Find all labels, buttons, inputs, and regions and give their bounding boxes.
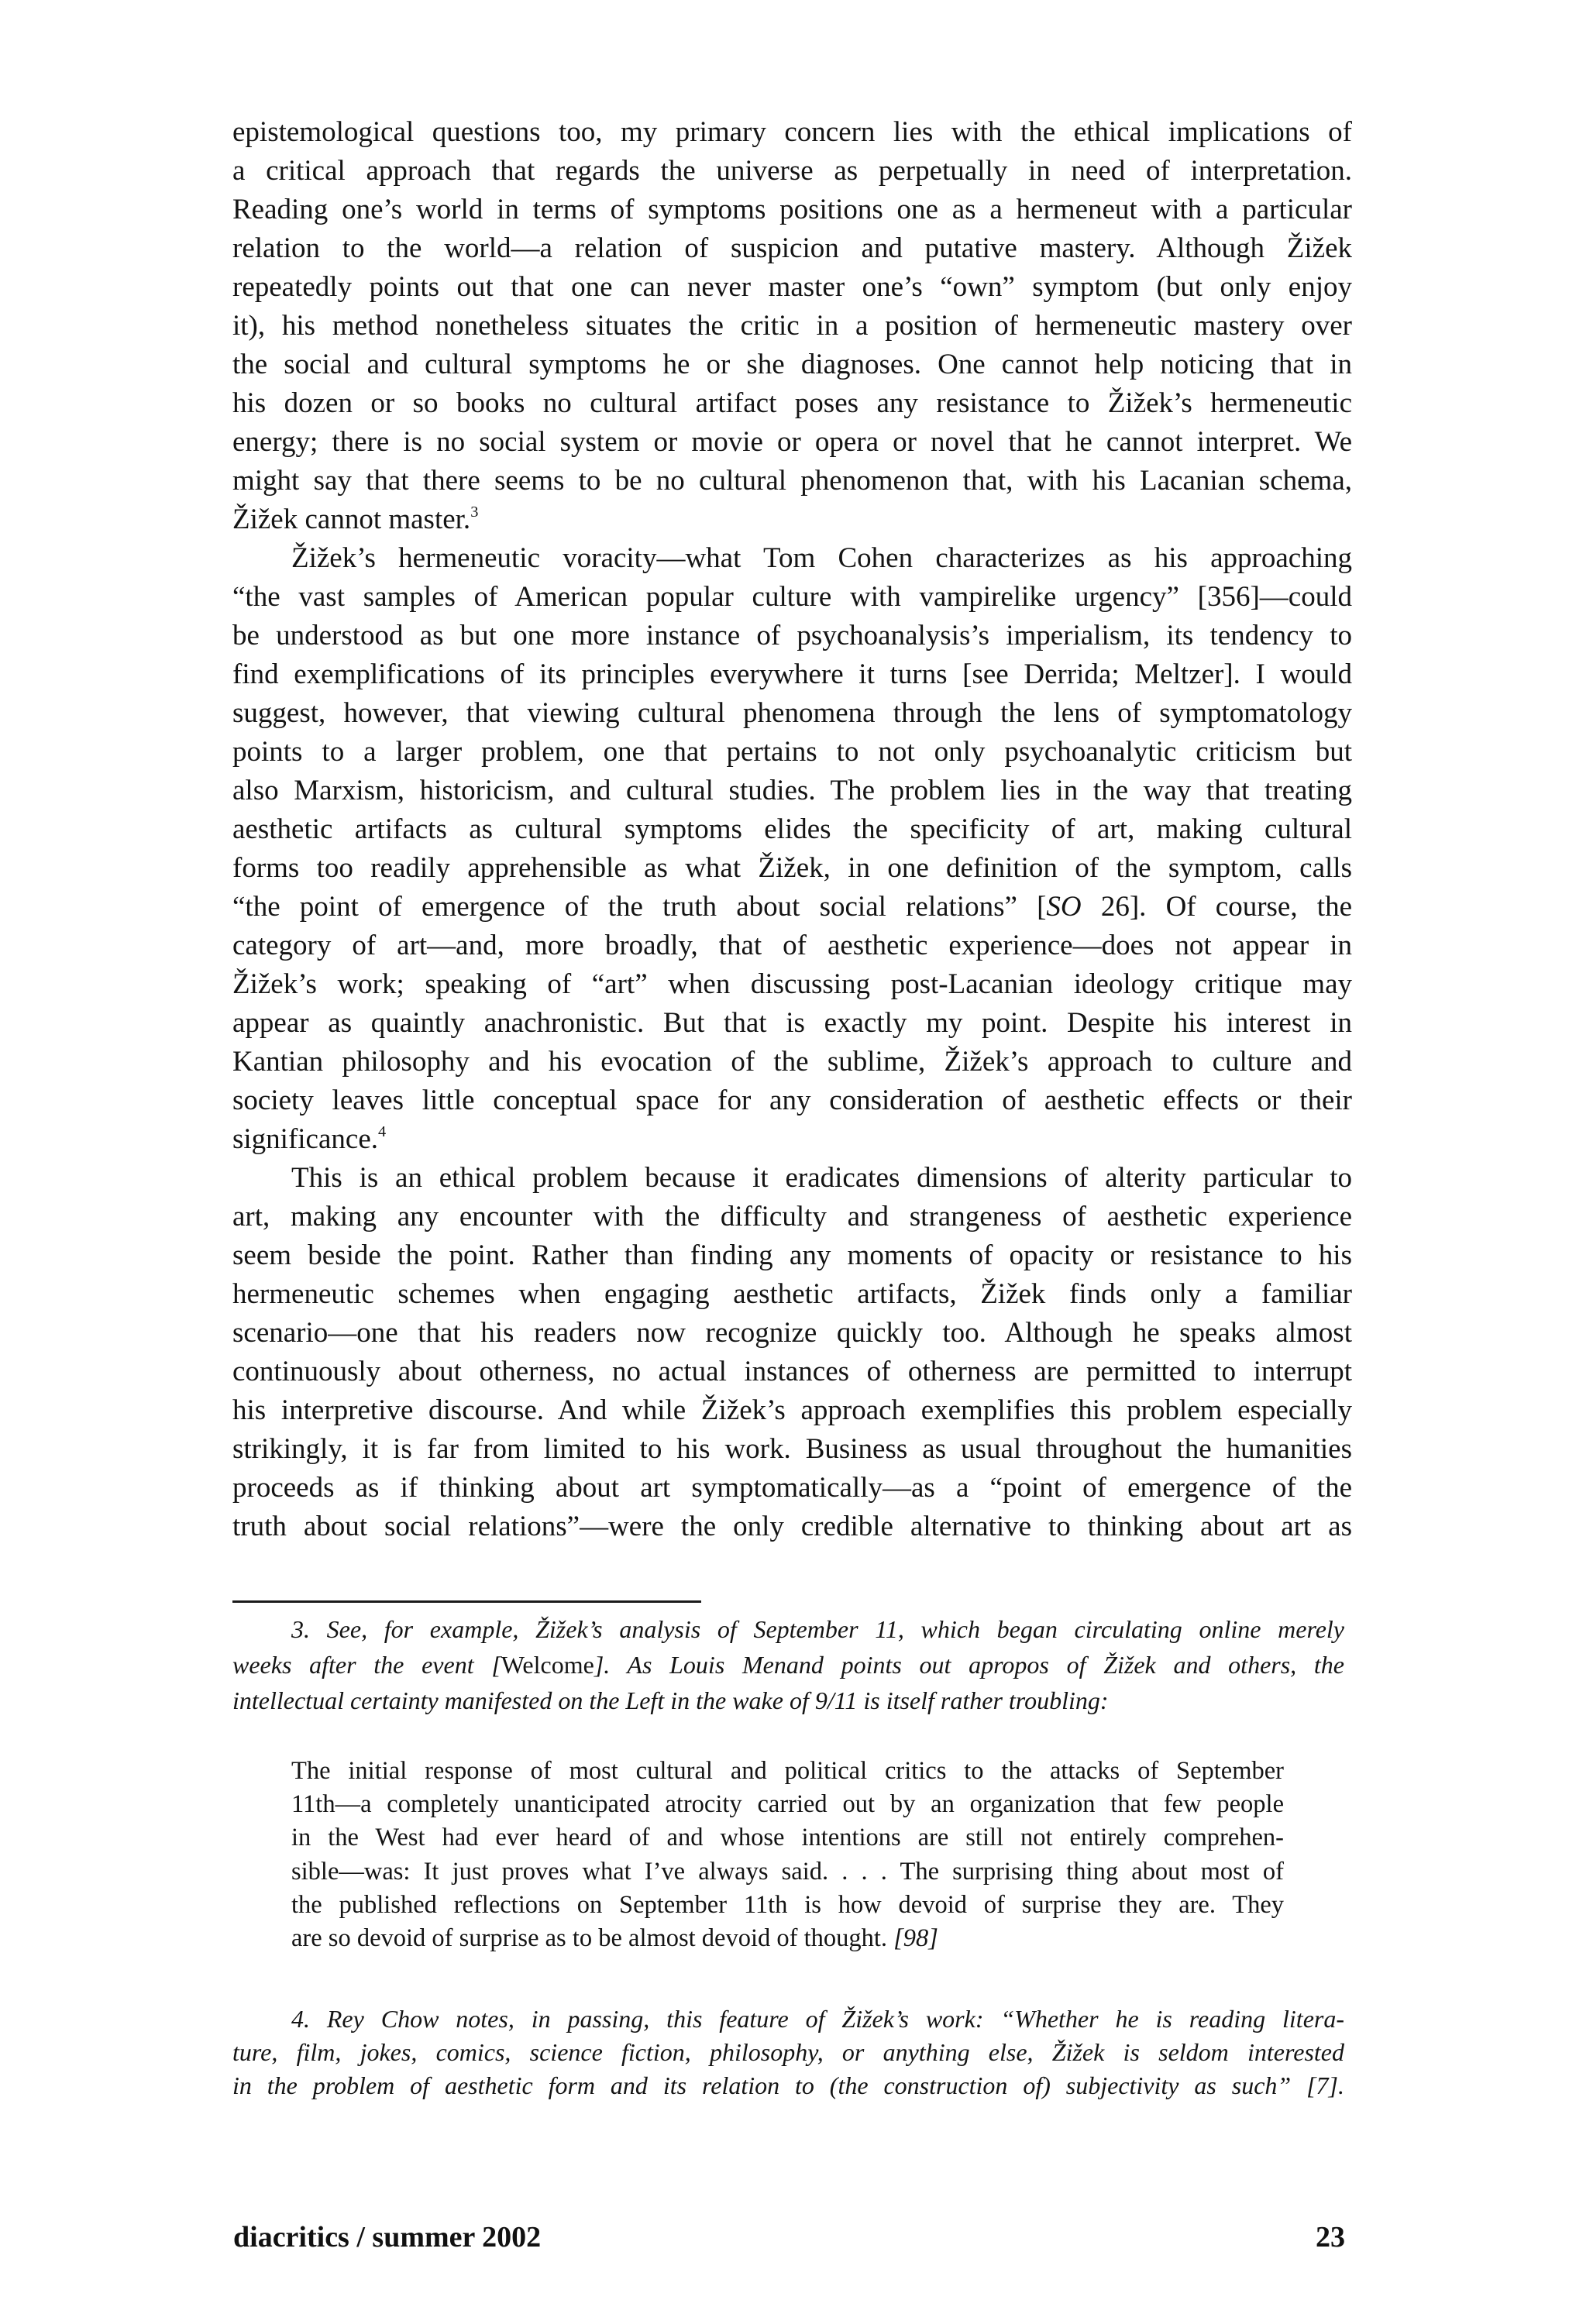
body-line: Kantian philosophy and his evocation of the sublime, Žižek’s approach to culture and bbox=[232, 1046, 1352, 1078]
blockquote-line: The initial response of most cultural and political critics to the attacks of September bbox=[291, 1757, 1284, 1785]
body-line: epistemological questions too, my primary concern lies with the ethical implications of bbox=[232, 116, 1352, 148]
body-line: relation to the world—a relation of suspicion and putative mastery. Although Žižek bbox=[232, 232, 1352, 264]
footnote-ref-3[interactable]: 3 bbox=[470, 503, 479, 521]
body-line: seem beside the point. Rather than finding any moments of opacity or resistance to his bbox=[232, 1239, 1352, 1271]
footnote-line: 4. Rey Chow notes, in passing, this feature of Žižek’s work: “Whether he is reading litera- bbox=[291, 2005, 1344, 2033]
body-line: continuously about otherness, no actual instances of otherness are permitted to interrupt bbox=[232, 1356, 1352, 1387]
body-line: hermeneutic schemes when engaging aesthetic artifacts, Žižek finds only a familiar bbox=[232, 1278, 1352, 1310]
blockquote-text: are so devoid of surprise as to be almost devoid of thought. bbox=[291, 1924, 894, 1952]
body-line: energy; there is no social system or movie or opera or novel that he cannot interpret. We bbox=[232, 426, 1352, 458]
body-line: find exemplifications of its principles everywhere it turns [see Derrida; Meltzer]. I would bbox=[232, 658, 1352, 690]
body-line: points to a larger problem, one that pertains to not only psychoanalytic criticism but bbox=[232, 736, 1352, 768]
body-line: Žižek’s work; speaking of “art” when discussing post-Lacanian ideology critique may bbox=[232, 968, 1352, 1000]
body-line: appear as quaintly anachronistic. But that is exactly my point. Despite his interest in bbox=[232, 1007, 1352, 1039]
blockquote-line: the published reflections on September 11th is how devoid of surprise they are. They bbox=[291, 1891, 1284, 1919]
body-line: This is an ethical problem because it eradicates dimensions of alterity particular to bbox=[291, 1162, 1352, 1194]
body-line: his interpretive discourse. And while Žižek’s approach exemplifies this problem especially bbox=[232, 1394, 1352, 1426]
blockquote-line bbox=[291, 1923, 1284, 1954]
body-line: it), his method nonetheless situates the critic in a position of hermeneutic mastery over bbox=[232, 310, 1352, 342]
body-line: “the vast samples of American popular culture with vampirelike urgency” [356]—could bbox=[232, 581, 1352, 613]
body-line: suggest, however, that viewing cultural phenomena through the lens of symptomatology bbox=[232, 697, 1352, 729]
footnote-line bbox=[232, 1649, 1344, 1680]
body-line-text: Žižek cannot master. bbox=[232, 504, 471, 535]
body-line: the social and cultural symptoms he or she diagnoses. One cannot help noticing that in bbox=[232, 349, 1352, 380]
body-line bbox=[232, 503, 1352, 537]
blockquote-line: sible—was: It just proves what I’ve always said. . . . The surprising thing about most of bbox=[291, 1858, 1284, 1886]
body-line: forms too readily apprehensible as what Žižek, in one definition of the symptom, calls bbox=[232, 852, 1352, 884]
body-line: scenario—one that his readers now recognize quickly too. Although he speaks almost bbox=[232, 1317, 1352, 1349]
running-footer-journal: diacritics / summer 2002 bbox=[233, 2221, 542, 2254]
body-line: category of art—and, more broadly, that of aesthetic experience—does not appear in bbox=[232, 930, 1352, 961]
body-line: art, making any encounter with the difficulty and strangeness of aesthetic experience bbox=[232, 1201, 1352, 1232]
footnote-text: ]. As Louis Menand points out apropos of Žižek and others, the bbox=[594, 1651, 1345, 1679]
blockquote-line: in the West had ever heard of and whose intentions are still not entirely comprehen- bbox=[291, 1824, 1284, 1851]
body-line-text: “the point of emergence of the truth about social relations” [ bbox=[232, 891, 1047, 923]
body-line: might say that there seems to be no cultural phenomenon that, with his Lacanian schema, bbox=[232, 465, 1352, 497]
body-line: Žižek’s hermeneutic voracity—what Tom Cohen characterizes as his approaching bbox=[291, 542, 1352, 574]
footnote-ref-4[interactable]: 4 bbox=[378, 1122, 387, 1140]
footnote-separator-rule bbox=[232, 1600, 701, 1603]
footnote-line: 3. See, for example, Žižek’s analysis of September 11, which began circulating online merely bbox=[291, 1615, 1344, 1643]
footnote-line: intellectual certainty manifested on the Left in the wake of 9/11 is itself rather troubling: bbox=[232, 1686, 1109, 1714]
footnote-line: in the problem of aesthetic form and its relation to (the construction of) subjectivity as such” [7]. bbox=[232, 2071, 1344, 2099]
citation-abbrev: SO bbox=[1046, 891, 1082, 923]
body-line: also Marxism, historicism, and cultural studies. The problem lies in the way that treating bbox=[232, 775, 1352, 806]
body-line: truth about social relations”—were the only credible alternative to thinking about art as bbox=[232, 1511, 1352, 1542]
blockquote-line: 11th—a completely unanticipated atrocity carried out by an organization that few people bbox=[291, 1790, 1284, 1818]
body-line: society leaves little conceptual space for any consideration of aesthetic effects or their bbox=[232, 1085, 1352, 1116]
body-line: Reading one’s world in terms of symptoms positions one as a hermeneut with a particular bbox=[232, 194, 1352, 225]
body-line: aesthetic artifacts as cultural symptoms elides the specificity of art, making cultural bbox=[232, 813, 1352, 845]
body-line bbox=[232, 1122, 1352, 1157]
body-line-text: 26]. Of course, the bbox=[1081, 891, 1352, 923]
body-line-text: significance. bbox=[232, 1123, 378, 1155]
page-number: 23 bbox=[1316, 2221, 1345, 2254]
body-line: be understood as but one more instance of psychoanalysis’s imperialism, its tendency to bbox=[232, 620, 1352, 651]
footnote-text: weeks after the event [ bbox=[232, 1651, 501, 1679]
footnote-line: ture, film, jokes, comics, science fiction, philosophy, or anything else, Žižek is seldom interested bbox=[232, 2038, 1344, 2066]
citation-welcome: Welcome bbox=[501, 1651, 594, 1679]
body-line: strikingly, it is far from limited to his work. Business as usual throughout the humanities bbox=[232, 1433, 1352, 1465]
body-line bbox=[232, 890, 1352, 924]
body-line: his dozen or so books no cultural artifact poses any resistance to Žižek’s hermeneutic bbox=[232, 387, 1352, 419]
blockquote-citation: [98] bbox=[893, 1924, 938, 1952]
body-line: a critical approach that regards the universe as perpetually in need of interpretation. bbox=[232, 155, 1352, 187]
body-line: proceeds as if thinking about art symptomatically—as a “point of emergence of the bbox=[232, 1472, 1352, 1504]
body-line: repeatedly points out that one can never master one’s “own” symptom (but only enjoy bbox=[232, 271, 1352, 303]
